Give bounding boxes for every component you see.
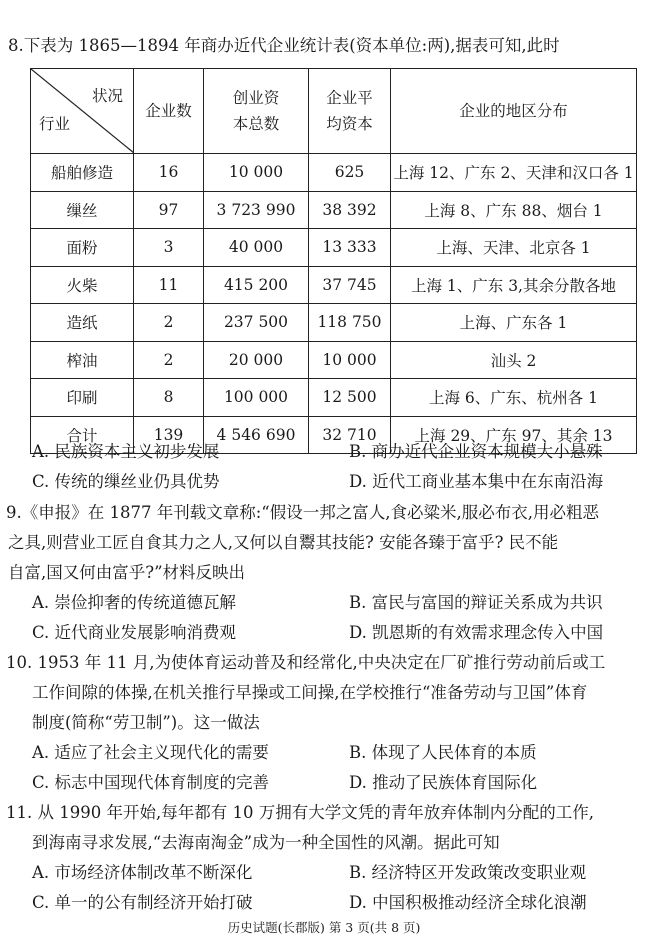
header-cell: 企业平 均资本: [309, 69, 391, 154]
table-cell: 38 392: [309, 191, 391, 229]
page-footer: 历史试题(长郡版) 第 3 页(共 8 页): [227, 920, 421, 935]
table-cell: 上海 29、广东 97、其余 13: [391, 416, 637, 454]
table-cell: 139: [134, 416, 204, 454]
q9-stem-line-1: 9.《申报》在 1877 年刊载文章称:“假设一邦之富人,食必粱米,服必布衣,用必粗恶: [6, 503, 599, 522]
table-cell: 上海、天津、北京各 1: [391, 229, 637, 267]
table-cell: 2: [134, 341, 204, 379]
q10-option-b: B. 体现了人民体育的本质: [349, 743, 537, 762]
q9-option-b: B. 富民与富国的辩证关系成为共识: [349, 593, 603, 612]
table-row: [31, 229, 637, 267]
table-cell: 10 000: [309, 341, 391, 379]
table-cell: 97: [134, 191, 204, 229]
table-row: [31, 191, 637, 229]
table-cell: 汕头 2: [391, 341, 637, 379]
table-cell: 40 000: [204, 229, 309, 267]
table-cell: 100 000: [204, 379, 309, 417]
table-cell: 16: [134, 154, 204, 192]
q10-option-c: C. 标志中国现代体育制度的完善: [32, 773, 270, 792]
table-header-row: [31, 69, 637, 154]
table-cell: 3 723 990: [204, 191, 309, 229]
q11-option-b: B. 经济特区开发政策改变职业观: [349, 863, 587, 882]
table-row: [31, 266, 637, 304]
table-cell: 118 750: [309, 304, 391, 342]
table-cell: 625: [309, 154, 391, 192]
table-cell: 造纸: [31, 304, 134, 342]
table-cell: 榨油: [31, 341, 134, 379]
q8-stem: 8.下表为 1865—1894 年商办近代企业统计表(资本单位:两),据表可知,此时: [8, 36, 560, 55]
q10-stem-line-3: 制度(简称“劳卫制”)。这一做法: [32, 713, 260, 732]
enterprise-stats-table: [30, 68, 637, 454]
q11-option-a: A. 市场经济体制改革不断深化: [32, 863, 253, 882]
q9-stem-line-2: 之具,则营业工匠自食其力之人,又何以自鬻其技能? 安能各臻于富乎? 民不能: [8, 533, 559, 552]
q11-stem-line-1: 11. 从 1990 年开始,每年都有 10 万拥有大学文凭的青年放弃体制内分配的工作,: [6, 803, 594, 822]
header-cell: 企业数: [134, 69, 204, 154]
table-row: [31, 379, 637, 417]
diag-label-bottom: 行业: [39, 115, 71, 133]
table-cell: 上海 12、广东 2、天津和汉口各 1: [391, 154, 637, 192]
table-cell: 合计: [31, 416, 134, 454]
q11-option-d: D. 中国积极推动经济全球化浪潮: [349, 893, 587, 912]
q8-option-b: B. 商办近代企业资本规模大小悬殊: [349, 442, 603, 461]
table-cell: 上海 6、广东、杭州各 1: [391, 379, 637, 417]
table-cell: 上海 1、广东 3,其余分散各地: [391, 266, 637, 304]
diagonal-header-cell: [31, 69, 134, 154]
q9-stem-line-3: 自富,国又何由富乎?”材料反映出: [8, 563, 246, 582]
q9-option-c: C. 近代商业发展影响消费观: [32, 623, 237, 642]
table-cell: 10 000: [204, 154, 309, 192]
diag-label-top: 状况: [91, 87, 123, 105]
q10-stem-line-2: 工作间隙的体操,在机关推行早操或工间操,在学校推行“准备劳动与卫国”体育: [32, 683, 588, 702]
table-cell: 237 500: [204, 304, 309, 342]
q11-stem-line-2: 到海南寻求发展,“去海南淘金”成为一种全国性的风潮。据此可知: [32, 833, 500, 852]
q9-option-d: D. 凯恩斯的有效需求理念传入中国: [349, 623, 604, 642]
table-cell: 火柴: [31, 266, 134, 304]
q10-option-a: A. 适应了社会主义现代化的需要: [32, 743, 269, 762]
q10-stem-line-1: 10. 1953 年 11 月,为使体育运动普及和经常化,中央决定在厂矿推行劳动前后或工: [6, 653, 606, 672]
table-cell: 上海、广东各 1: [391, 304, 637, 342]
table-cell: 32 710: [309, 416, 391, 454]
table-cell: 2: [134, 304, 204, 342]
table-cell: 3: [134, 229, 204, 267]
table-cell: 415 200: [204, 266, 309, 304]
table-cell: 11: [134, 266, 204, 304]
table-cell: 20 000: [204, 341, 309, 379]
table-cell: 印刷: [31, 379, 134, 417]
table-cell: 面粉: [31, 229, 134, 267]
table-cell: 4 546 690: [204, 416, 309, 454]
q9-option-a: A. 崇俭抑奢的传统道德瓦解: [32, 593, 236, 612]
table-cell: 37 745: [309, 266, 391, 304]
table-cell: 船舶修造: [31, 154, 134, 192]
header-cell: 创业资 本总数: [204, 69, 309, 154]
table-cell: 上海 8、广东 88、烟台 1: [391, 191, 637, 229]
table-row: [31, 154, 637, 192]
table-cell: 8: [134, 379, 204, 417]
table-cell: 缫丝: [31, 191, 134, 229]
header-cell: 企业的地区分布: [391, 69, 637, 154]
table-cell: 12 500: [309, 379, 391, 417]
q8-option-d: D. 近代工商业基本集中在东南沿海: [349, 472, 604, 491]
table-row: [31, 341, 637, 379]
q10-option-d: D. 推动了民族体育国际化: [349, 773, 538, 792]
q11-option-c: C. 单一的公有制经济开始打破: [32, 893, 253, 912]
table-row: [31, 304, 637, 342]
q8-option-a: A. 民族资本主义初步发展: [32, 442, 220, 461]
table-cell: 13 333: [309, 229, 391, 267]
q8-option-c: C. 传统的缫丝业仍具优势: [32, 472, 220, 491]
